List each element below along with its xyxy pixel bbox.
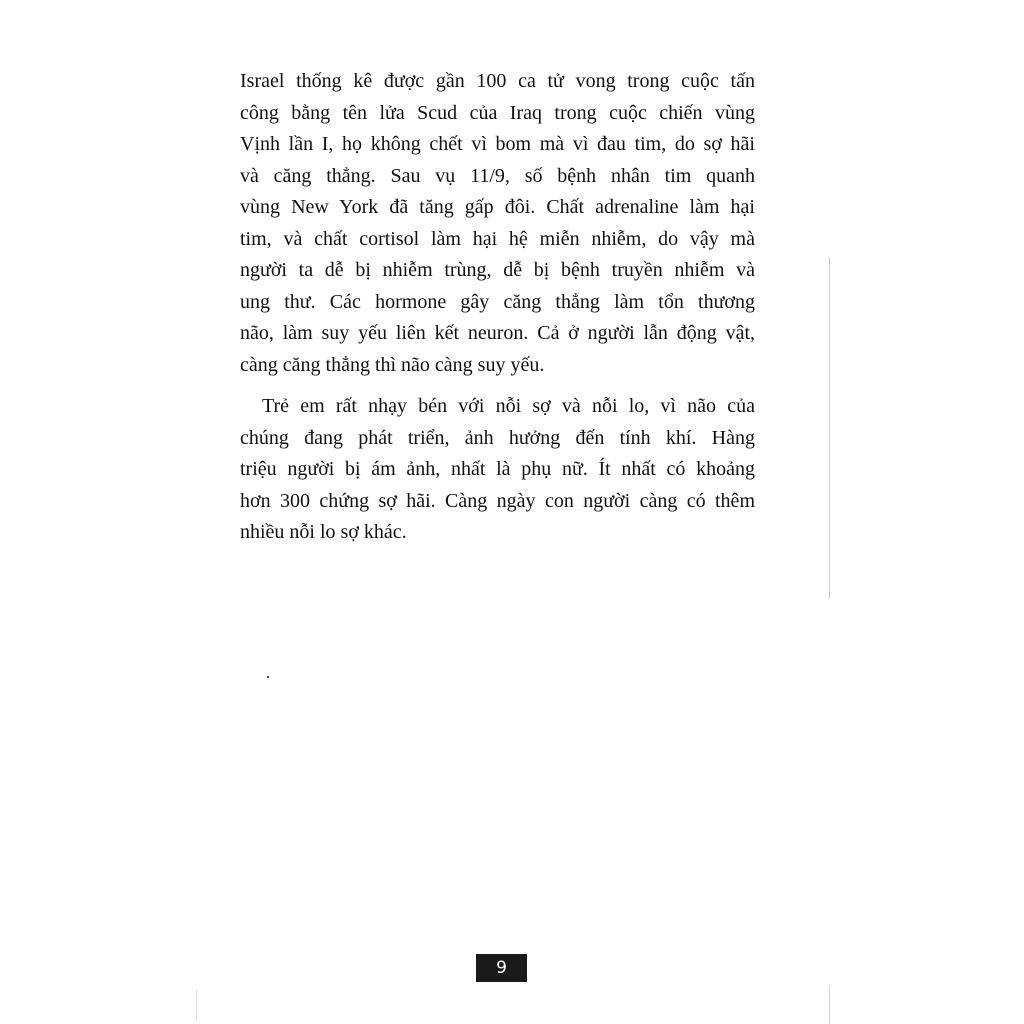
text-line: não, làm suy yếu liên kết neuron. Cả ở người lẫn động vật, [240,322,755,344]
scan-edge-line [196,990,197,1020]
text-line: ung thư. Các hormone gây căng thẳng làm tổn thương [240,290,755,313]
text-line: người ta dễ bị nhiễm trùng, dễ bị bệnh truyền nhiễm và [240,259,755,281]
paragraph-2 [240,391,755,549]
scan-edge-line [829,985,830,1024]
paragraph-spacer [240,381,755,391]
text-line: tim, và chất cortisol làm hại hệ miễn nhiễm, do vậy mà [240,227,755,250]
scan-edge-line [829,258,830,598]
text-line: Israel thống kê được gần 100 ca tử vong trong cuộc tấn [240,70,755,92]
paragraph-1 [240,66,755,381]
text-line: vùng New York đã tăng gấp đôi. Chất adrenaline làm hại [240,196,755,218]
text-line: Trẻ em rất nhạy bén với nỗi sợ và nỗi lo, vì não của [262,395,755,417]
text-line: nhiều nỗi lo sợ khác. [240,521,407,543]
text-line: và căng thẳng. Sau vụ 11/9, số bệnh nhân tim quanh [240,164,755,187]
body-text [240,66,755,549]
page-number: 9 [476,954,527,982]
text-line: càng căng thẳng thì não càng suy yếu. [240,353,545,376]
text-line: công bằng tên lửa Scud của Iraq trong cuộc chiến vùng [240,101,755,124]
text-line: triệu người bị ám ảnh, nhất là phụ nữ. Ít nhất có khoảng [240,458,755,480]
text-line: Vịnh lần I, họ không chết vì bom mà vì đau tim, do sợ hãi [240,133,755,155]
text-line: chúng đang phát triển, ảnh hưởng đến tính khí. Hàng [240,426,755,449]
text-line: hơn 300 chứng sợ hãi. Càng ngày con người càng có thêm [240,489,755,512]
ink-speck [267,676,269,678]
